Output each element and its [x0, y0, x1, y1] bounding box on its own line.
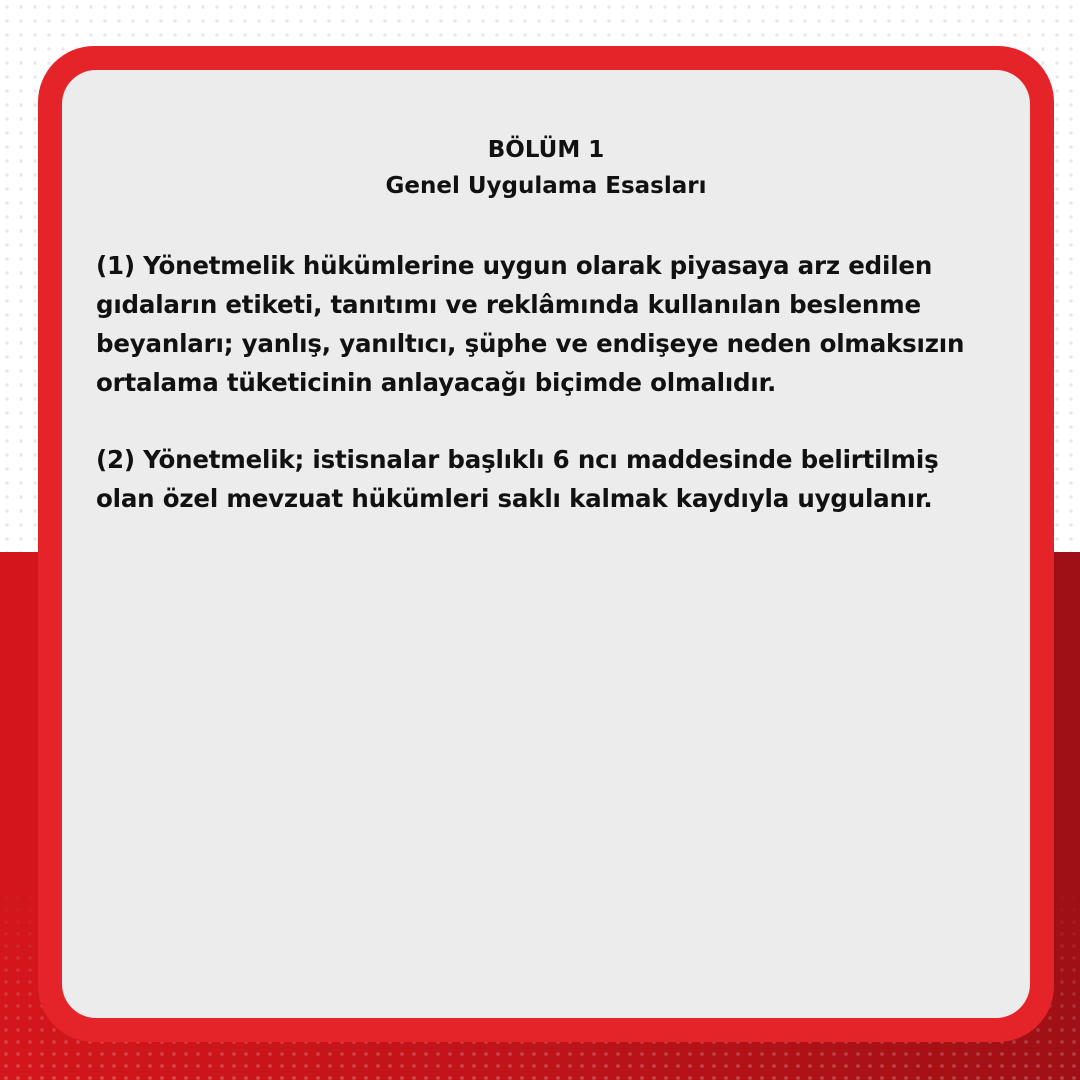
paragraph-2: (2) Yönetmelik; istisnalar başlıklı 6 ncı maddesinde belirtilmiş olan özel mevzuat hükümleri saklı kalmak kaydıyla uygulanır.	[96, 445, 939, 513]
paragraph-1: (1) Yönetmelik hükümlerine uygun olarak piyasaya arz edilen gıdaların etiketi, tanıtımı ve reklâmında kullanılan beslenme beyanları; yanlış, yanıltıcı, şüphe ve endişeye neden olmaksızın ortalama tüketicinin anlayacağı biçimde olmalıdır.	[96, 251, 965, 397]
content-panel	[62, 70, 1030, 1018]
red-frame	[38, 46, 1054, 1042]
section-heading	[96, 132, 996, 204]
section-number: BÖLÜM 1	[487, 137, 605, 163]
section-title: Genel Uygulama Esasları	[385, 173, 707, 199]
